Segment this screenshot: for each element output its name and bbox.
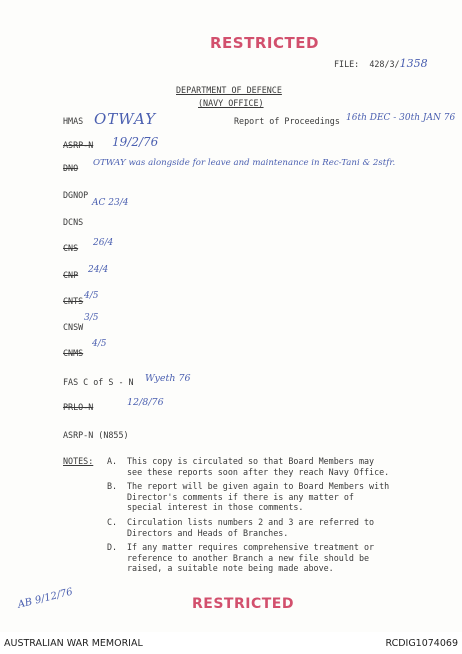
margin-note-handwritten: AB 9/12/76 <box>16 586 74 611</box>
routing-hw-cnts: 4/5 <box>84 291 99 301</box>
ship-name-handwritten: OTWAY <box>94 110 157 128</box>
note-text-b: The report will be given again to Board Members with Director's comments if there is any matter of special interest in those comments. <box>127 481 390 512</box>
routing-label-fas: FAS C of S - N <box>63 377 134 387</box>
department-subtitle: (NAVY OFFICE) <box>198 98 264 108</box>
file-label: FILE: <box>334 59 360 69</box>
routing-label-asrp: ASRP-N <box>63 140 94 150</box>
restricted-stamp-bottom: RESTRICTED <box>192 596 294 612</box>
note-text-c: Circulation lists numbers 2 and 3 are referred to Directors and Heads of Branches. <box>127 517 375 538</box>
routing-hw-cnsw: 3/5 <box>84 313 99 323</box>
routing-label-dcns: DCNS <box>63 217 84 227</box>
routing-label-asrp-n855: ASRP-N (N855) <box>63 430 129 440</box>
routing-label-cnsw: CNSW <box>63 322 84 332</box>
routing-label-cnp: CNP <box>63 270 79 280</box>
report-label: Report of Proceedings <box>234 116 340 126</box>
note-text-a: This copy is circulated so that Board Members may see these reports soon after they reach Navy Office. <box>127 456 390 477</box>
routing-label-prlo: PRLO-N <box>63 402 94 412</box>
department-title: DEPARTMENT OF DEFENCE <box>176 85 282 95</box>
notes-title: NOTES: <box>63 456 94 466</box>
routing-label-cnts: CNTS <box>63 296 84 306</box>
note-letter-b: B. <box>107 481 118 491</box>
report-period-handwritten: 16th DEC - 30th JAN 76 <box>346 113 456 123</box>
restricted-stamp-top: RESTRICTED <box>210 34 319 52</box>
routing-label-dno: DNO <box>63 163 79 173</box>
file-number-handwritten: 1358 <box>399 57 428 70</box>
routing-label-cnms: CNMS <box>63 348 84 358</box>
routing-hw-cnp: 24/4 <box>88 265 109 275</box>
routing-label-dgnop: DGNOP <box>63 190 89 200</box>
note-letter-a: A. <box>107 456 118 466</box>
routing-hw-dgnop: AC 23/4 <box>92 198 129 208</box>
file-number: 428/3/ <box>369 59 400 69</box>
routing-hw-fas: Wyeth 76 <box>145 373 191 384</box>
routing-hw-dno: OTWAY was alongside for leave and maintenance in Rec-Tani & 2stfr. <box>93 158 396 168</box>
note-letter-d: D. <box>107 542 118 552</box>
routing-hw-cnms: 4/5 <box>92 339 107 349</box>
routing-hw-prlo: 12/8/76 <box>127 397 164 408</box>
routing-hw-asrp: 19/2/76 <box>112 135 159 149</box>
note-text-d: If any matter requires comprehensive treatment or reference to another Branch a new file should be raised, a suitable note being made above. <box>127 542 375 573</box>
routing-label-cns: CNS <box>63 243 79 253</box>
footer-id: RCDIG1074069 <box>385 638 458 649</box>
routing-hw-cns: 26/4 <box>93 238 114 248</box>
hmas-label: HMAS <box>63 116 84 126</box>
archive-footer <box>0 632 462 654</box>
footer-source: AUSTRALIAN WAR MEMORIAL <box>4 638 143 649</box>
file-reference <box>334 57 428 70</box>
note-letter-c: C. <box>107 517 118 527</box>
